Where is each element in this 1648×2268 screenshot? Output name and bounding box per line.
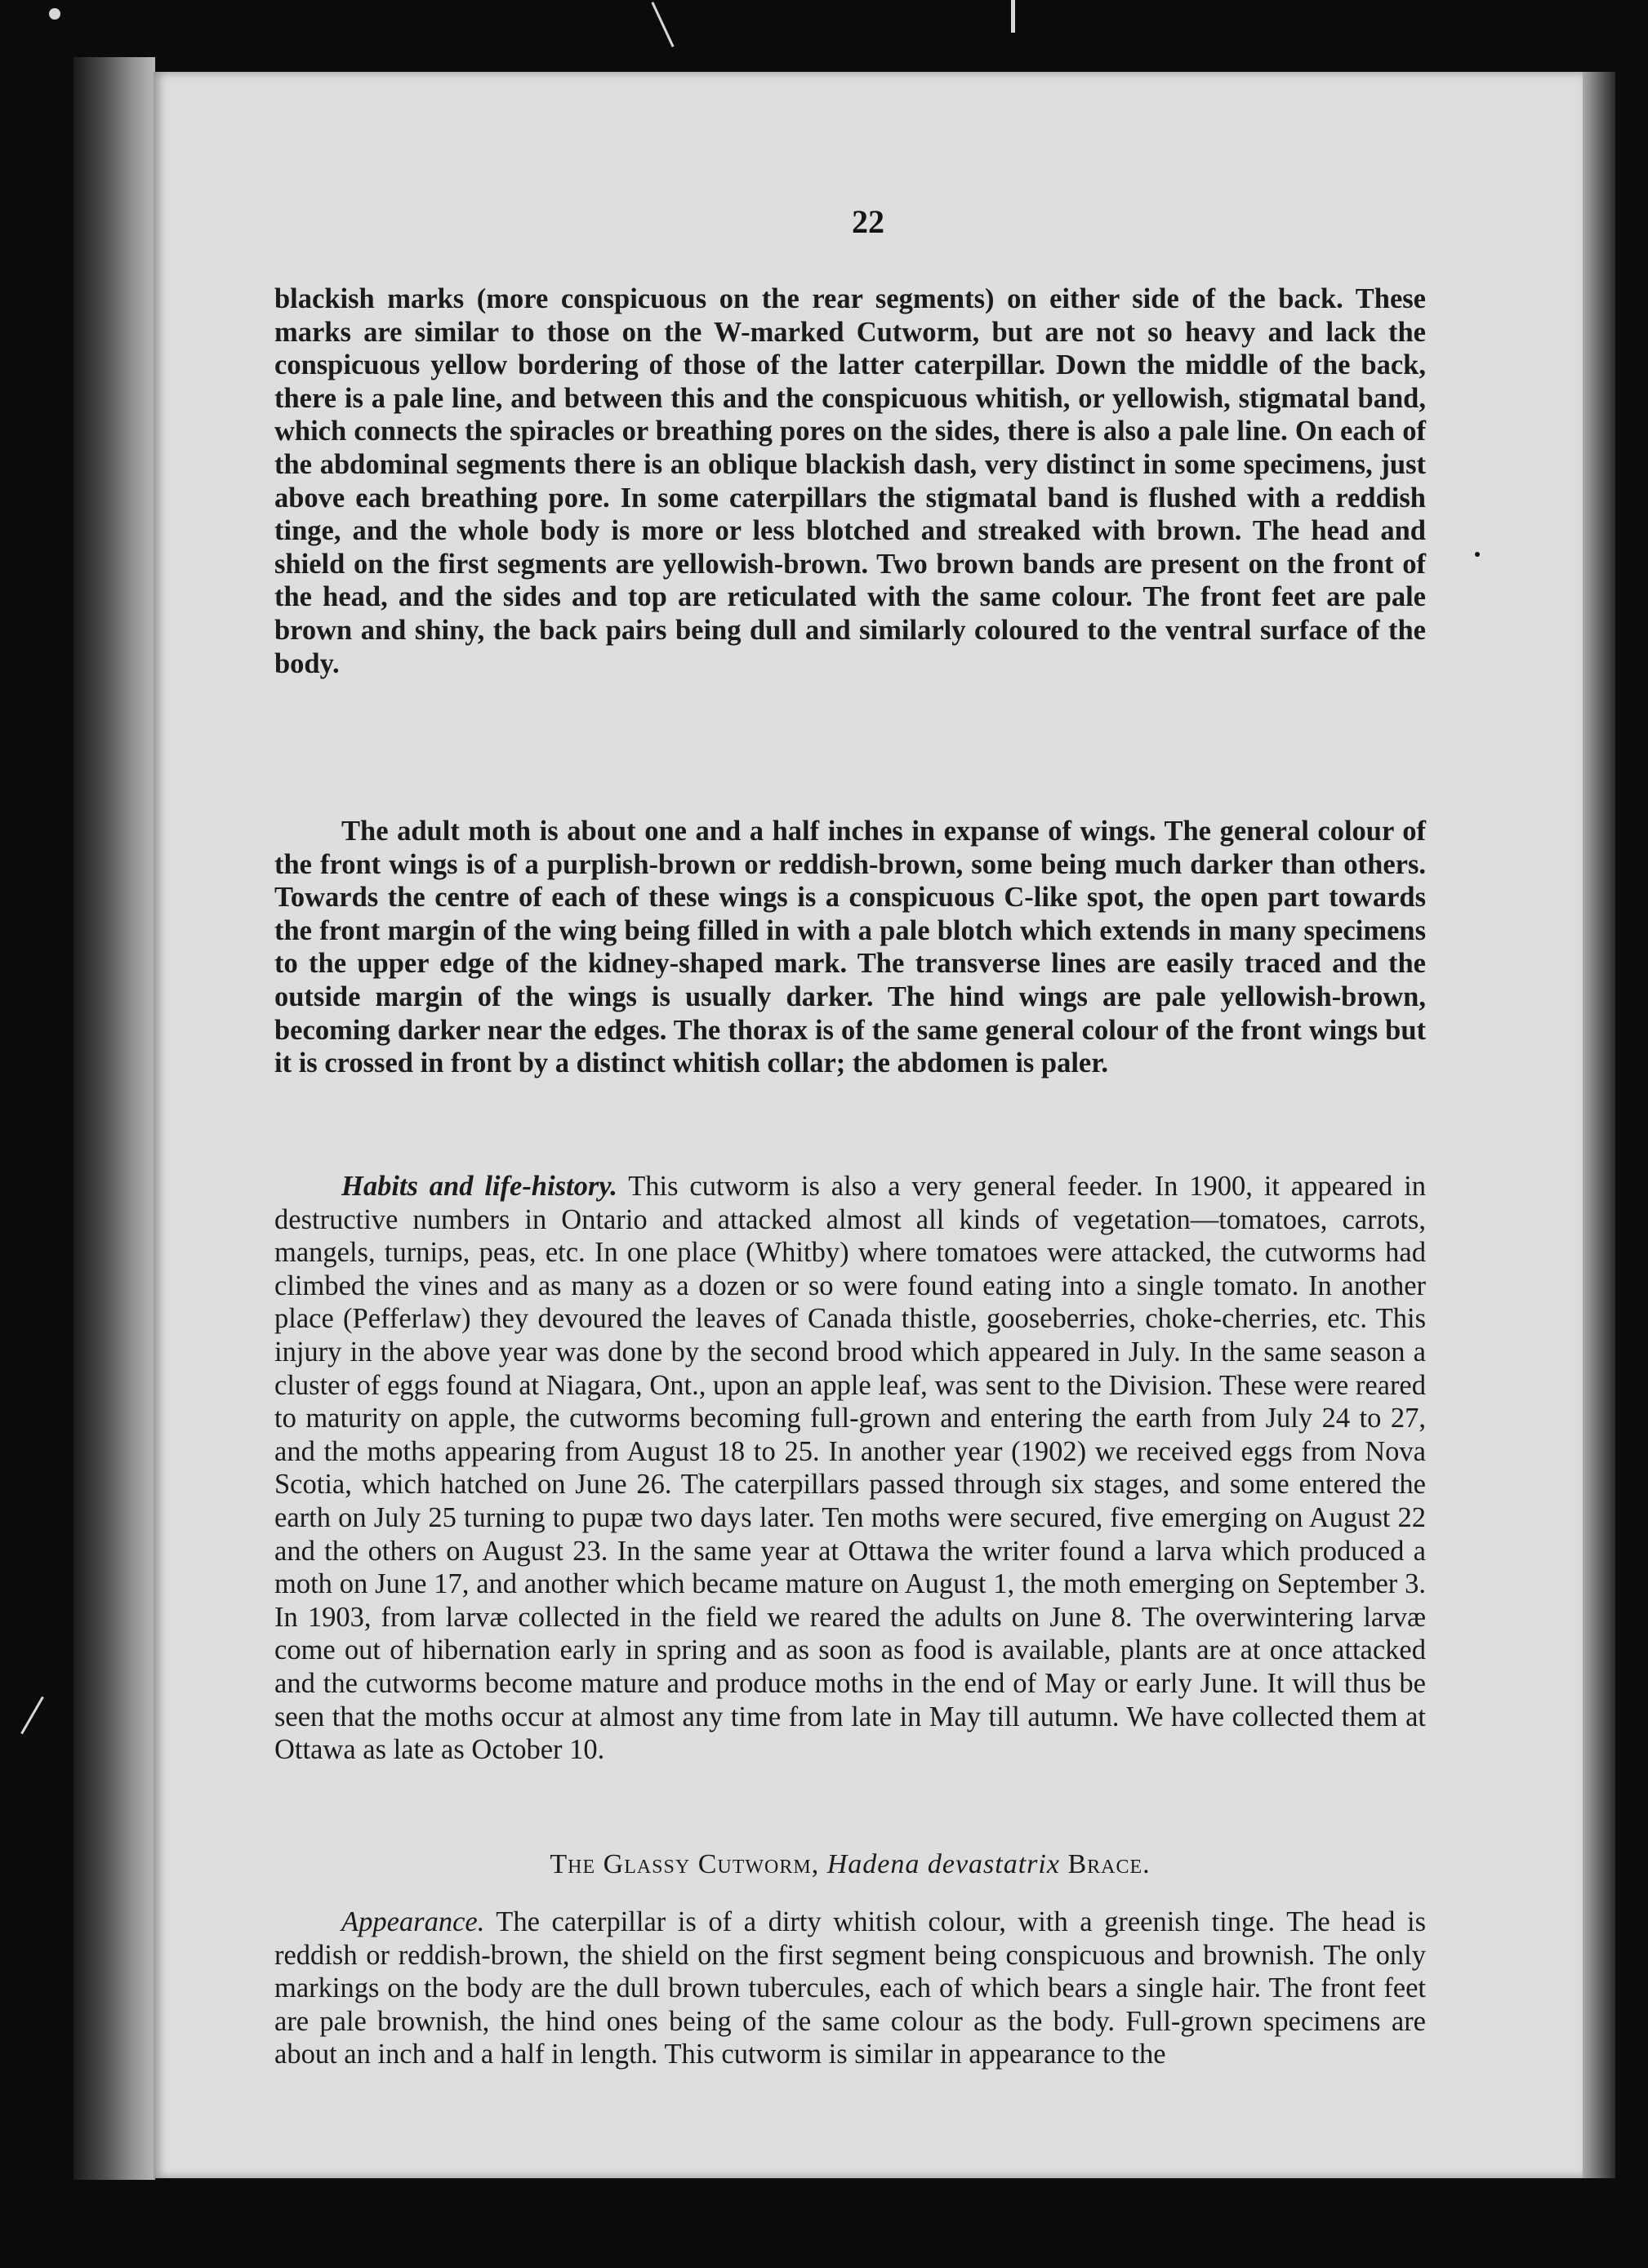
paragraph-appearance xyxy=(274,1906,1426,2071)
scan-artifact xyxy=(49,8,60,20)
habits-heading: Habits and life-history. xyxy=(341,1171,617,1202)
paragraph-habits xyxy=(274,1170,1426,1767)
paragraph-adult-moth: The adult moth is about one and a half inches in expanse of wings. The general colour of the front wings is of a purplish-brown or reddish-brown, some being much darker than others. Towards the centre of each of these wings is a conspicuous C-like spot, the open part towards the front margin of the wing being filled in with a pale blotch which extends in many specimens to the upper edge of the kidney-shaped mark. The transverse lines are easily traced and the outside margin of the wings is usually darker. The hind wings are pale yellowish-brown, becoming darker near the edges. The thorax is of the same general colour of the front wings but it is crossed in front by a distinct whitish collar; the abdomen is paler. xyxy=(274,816,1426,1079)
section-title-species: Hadena devastatrix xyxy=(826,1849,1060,1879)
caterpillar-description xyxy=(274,282,1426,680)
paragraph-caterpillar-markings: blackish marks (more conspicuous on the rear segments) on either side of the back. These marks are similar to those on the W-marked Cutworm, but are not so heavy and lack the conspicuous yellow bordering of those of the latter caterpillar. Down the middle of the back, there is a pale line, and between this and the conspicuous whitish, or yellowish, stigmatal band, which connects the spiracles or breathing pores on the sides, there is also a pale line. On each of the abdominal segments there is an oblique blackish dash, very distinct in some specimens, just above each breathing pore. In some caterpillars the stigmatal band is flushed with a reddish tinge, and the whole body is more or less blotched and streaked with brown. The head and shield on the first segments are yellowish-brown. Two brown bands are present on the front of the head, and the sides and top are reticulated with the same colour. The front feet are pale brown and shiny, the back pairs being dull and similarly coloured to the ventral surface of the body. xyxy=(274,283,1426,679)
moth-description xyxy=(274,815,1426,1080)
scanned-binding-edge xyxy=(73,57,155,2180)
scan-artifact xyxy=(20,1697,44,1735)
page-number: 22 xyxy=(852,203,884,240)
appearance-heading: Appearance. xyxy=(341,1906,485,1937)
habits-section xyxy=(274,1170,1426,1767)
appearance-text: The caterpillar is of a dirty whitish colour, with a greenish tinge. The head is reddish or reddish-brown, the shield on the first segment being conspicuous and brownish. The only markings on the body are the dull brown tubercules, each of which bears a single hair. The front feet are pale brownish, the hind ones being of the same colour as the body. Full-grown specimens are about an inch and a half in length. This cutworm is similar in appearance to the xyxy=(274,1906,1426,2070)
scan-artifact xyxy=(651,2,674,47)
appearance-section xyxy=(274,1906,1426,2071)
margin-dot xyxy=(1475,552,1480,557)
section-title xyxy=(274,1849,1426,1880)
section-title-author: Brace. xyxy=(1067,1849,1151,1879)
section-title-common-name: The Glassy Cutworm, xyxy=(550,1849,820,1879)
document-page xyxy=(154,72,1583,2178)
habits-text: This cutworm is also a very general feeder. In 1900, it appeared in destructive numbers in Ontario and attacked almost all kinds of vegetation—tomatoes, carrots, mangels, turnips, peas, etc. In one place (Whitby) where tomatoes were attacked, the cutworms had climbed the vines and as many as a dozen or so were found eating into a single tomato. In another place (Pefferlaw) they devoured the leaves of Canada thistle, gooseberries, choke-cherries, etc. This injury in the above year was done by the second brood which appeared in July. In the same season a cluster of eggs found at Niagara, Ont., upon an apple leaf, was sent to the Division. These were reared to maturity on apple, the cutworms becoming full-grown and entering the earth from July 24 to 27, and the moths appearing from August 18 to 25. In another year (1902) we received eggs from Nova Scotia, which hatched on June 26. The caterpillars passed through six stages, and some entered the earth on July 25 turning to pupæ two days later. Ten moths were secured, five emerging on August 22 and the others on August 23. In the same year at Ottawa the writer found a larva which produced a moth on June 17, and another which became mature on August 1, the moth emerging on September 3. In 1903, from larvæ collected in the field we reared the adults on June 8. The overwintering larvæ come out of hibernation early in spring and as soon as food is available, plants are at once attacked and the cutworms become mature and produce moths in the end of May or early June. It will thus be seen that the moths occur at almost any time from late in May till autumn. We have collected them at Ottawa as late as October 10. xyxy=(274,1171,1426,1766)
scan-artifact xyxy=(1011,0,1015,33)
scanned-right-edge xyxy=(1583,72,1615,2178)
